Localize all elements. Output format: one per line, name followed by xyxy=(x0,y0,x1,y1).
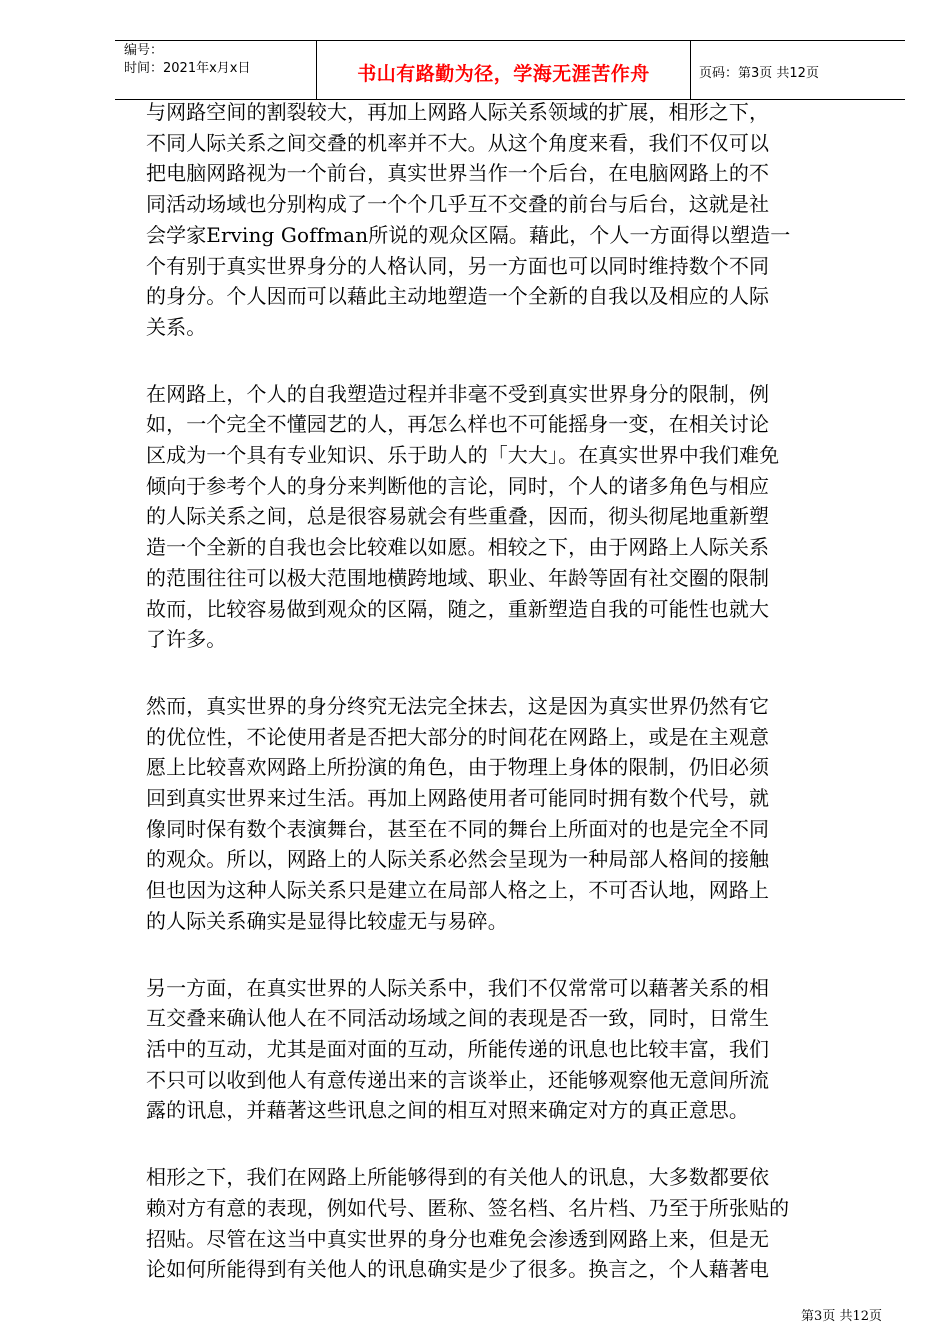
document-body xyxy=(146,97,886,1321)
page-header xyxy=(115,40,905,100)
text-line: 会学家Erving Goffman所说的观众区隔。藉此，个人一方面得以塑造一 xyxy=(146,222,791,247)
header-page-info: 页码：第3页 共12页 xyxy=(699,65,819,81)
text-line: 如，一个完全不懂园艺的人，再怎么样也不可能摇身一变，在相关讨论 xyxy=(146,412,770,437)
text-line: 互交叠来确认他人在不同活动场域之间的表现是否一致，同时，日常生 xyxy=(146,1006,770,1031)
text-line: 的人际关系之间，总是很容易就会有些重叠，因而，彻头彻尾地重新塑 xyxy=(146,504,770,529)
text-line: 露的讯息，并藉著这些讯息之间的相互对照来确定对方的真正意思。 xyxy=(146,1098,749,1123)
text-line: 与网路空间的割裂较大，再加上网路人际关系领域的扩展，相形之下， xyxy=(146,100,770,124)
paragraph-1 xyxy=(146,97,886,343)
text-line: 在网路上，个人的自我塑造过程并非毫不受到真实世界身分的限制，例 xyxy=(146,381,770,406)
text-line: 同活动场域也分别构成了一个个几乎互不交叠的前台与后台，这就是社 xyxy=(146,192,770,217)
text-line: 的身分。个人因而可以藉此主动地塑造一个全新的自我以及相应的人际 xyxy=(146,284,770,309)
text-line: 的优位性，不论使用者是否把大部分的时间花在网路上，或是在主观意 xyxy=(146,724,770,749)
text-line: 倾向于参考个人的身分来判断他的言论，同时，个人的诸多角色与相应 xyxy=(146,473,770,498)
text-line: 然而，真实世界的身分终究无法完全抹去，这是因为真实世界仍然有它 xyxy=(146,693,770,718)
paragraph-5 xyxy=(146,1162,886,1285)
page-footer: 第3页 共12页 xyxy=(801,1309,882,1324)
text-line: 愿上比较喜欢网路上所扮演的角色，由于物理上身体的限制，仍旧必须 xyxy=(146,755,770,780)
header-time-label: 时间：2021年x月x日 xyxy=(124,61,251,76)
text-line: 关系。 xyxy=(146,314,207,339)
text-line: 像同时保有数个表演舞台，甚至在不同的舞台上所面对的也是完全不同 xyxy=(146,816,770,841)
text-line: 个有别于真实世界身分的人格认同，另一方面也可以同时维持数个不同 xyxy=(146,253,770,278)
text-line: 论如何所能得到有关他人的讯息确实是少了很多。换言之，个人藉著电 xyxy=(146,1257,770,1282)
text-line: 但也因为这种人际关系只是建立在局部人格之上，不可否认地，网路上 xyxy=(146,878,770,903)
text-line: 造一个全新的自我也会比较难以如愿。相较之下，由于网路上人际关系 xyxy=(146,535,770,560)
header-motto: 书山有路勤为径，学海无涯苦作舟 xyxy=(317,41,691,99)
text-line: 的范围往往可以极大范围地横跨地域、职业、年龄等固有社交圈的限制 xyxy=(146,565,770,590)
text-line: 招贴。尽管在这当中真实世界的身分也难免会渗透到网路上来，但是无 xyxy=(146,1226,770,1251)
paragraph-4 xyxy=(146,973,886,1127)
text-line: 不只可以收到他人有意传递出来的言谈举止，还能够观察他无意间所流 xyxy=(146,1067,770,1092)
paragraph-3 xyxy=(146,691,886,937)
text-line: 赖对方有意的表现，例如代号、匿称、签名档、名片档、乃至于所张贴的 xyxy=(146,1195,790,1220)
text-line: 了许多。 xyxy=(146,627,227,652)
text-line: 不同人际关系之间交叠的机率并不大。从这个角度来看，我们不仅可以 xyxy=(146,130,770,155)
text-line: 另一方面，在真实世界的人际关系中，我们不仅常常可以藉著关系的相 xyxy=(146,975,770,1000)
text-line: 的观众。所以，网路上的人际关系必然会呈现为一种局部人格间的接触 xyxy=(146,847,770,872)
text-line: 回到真实世界来过生活。再加上网路使用者可能同时拥有数个代号，就 xyxy=(146,786,770,811)
paragraph-2 xyxy=(146,379,886,655)
header-number-label: 编号： xyxy=(124,43,164,58)
header-meta xyxy=(115,41,317,99)
text-line: 相形之下，我们在网路上所能够得到的有关他人的讯息，大多数都要依 xyxy=(146,1165,770,1190)
text-line: 的人际关系确实是显得比较虚无与易碎。 xyxy=(146,908,508,933)
text-line: 故而，比较容易做到观众的区隔，随之，重新塑造自我的可能性也就大 xyxy=(146,596,770,621)
text-line: 活中的互动，尤其是面对面的互动，所能传递的讯息也比较丰富，我们 xyxy=(146,1036,770,1061)
text-line: 区成为一个具有专业知识、乐于助人的「大大」。在真实世界中我们难免 xyxy=(146,443,780,468)
text-line: 把电脑网路视为一个前台，真实世界当作一个后台，在电脑网路上的不 xyxy=(146,161,770,186)
